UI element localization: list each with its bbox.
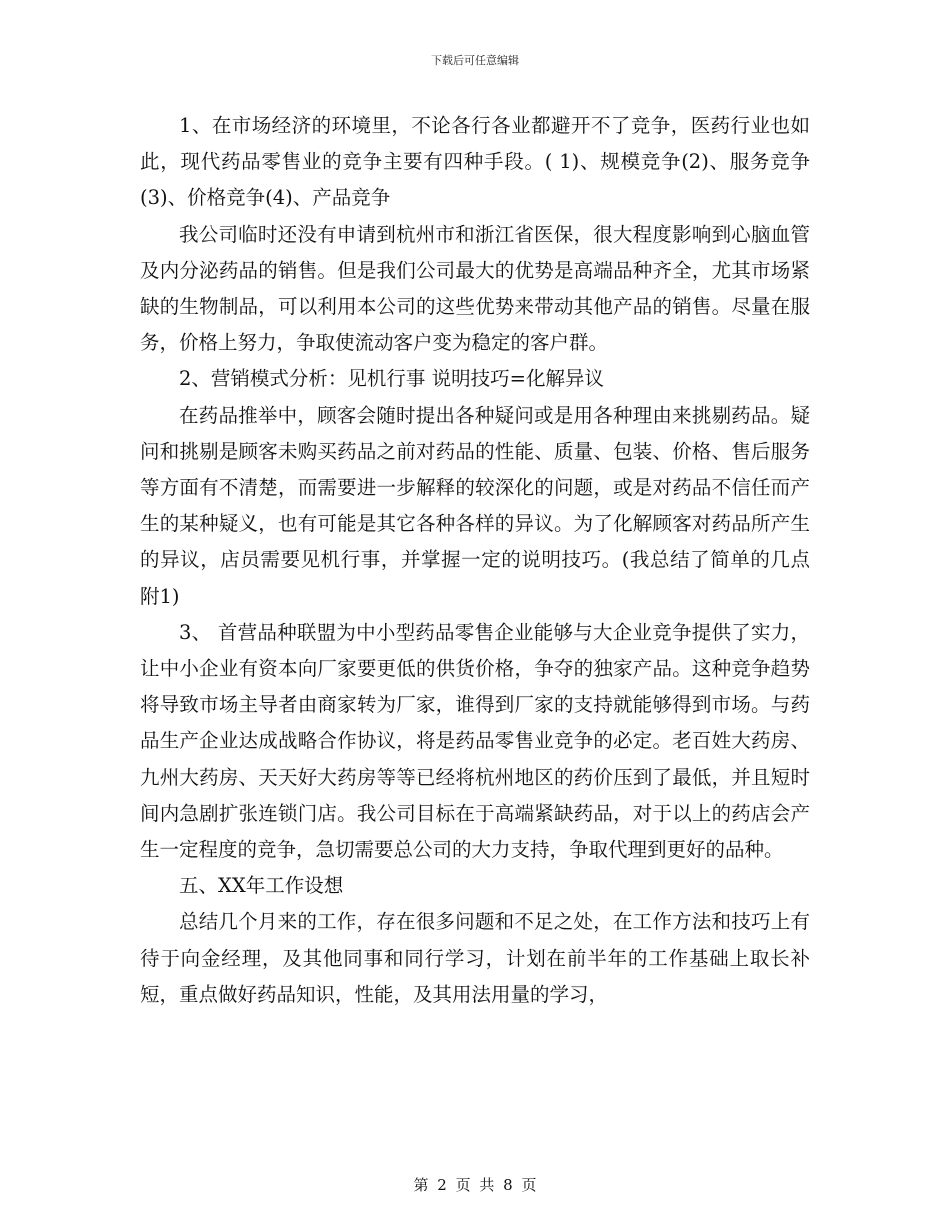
- paragraph-objections: 在药品推举中，顾客会随时提出各种疑问或是用各种理由来挑剔药品。疑问和挑剔是顾客未购买药品之前对药品的性能、质量、包装、价格、售后服务等方面有不清楚，而需要进一步解释的较深化的问题，或是对药品不信任而产生的某种疑义，也有可能是其它各种各样的异议。为了化解顾客对药品所产生的异议，店员需要见机行事，并掌握一定的说明技巧。(我总结了简单的几点附1): [140, 403, 810, 608]
- paragraph-alliance: 3、 首营品种联盟为中小型药品零售企业能够与大企业竞争提供了实力，让中小企业有资本向厂家要更低的供货价格，争夺的独家产品。这种竞争趋势将导致市场主导者由商家转为厂家，谁得到厂家的支持就能够得到市场。与药品生产企业达成战略合作协议，将是药品零售业竞争的必定。老百姓大药房、九州大药房、天天好大药房等等已经将杭州地区的药价压到了最低，并且短时间内急剧扩张连锁门店。我公司目标在于高端紧缺药品，对于以上的药店会产生一定程度的竞争，急切需要总公司的大力支持，争取代理到更好的品种。: [140, 620, 810, 862]
- paragraph-competition: 1、在市场经济的环境里，不论各行各业都避开不了竞争，医药行业也如此，现代药品零售业的竞争主要有四种手段。( 1)、规模竞争(2)、服务竞争(3)、价格竞争(4)、产品竞争: [140, 114, 810, 210]
- section-heading-plan: 五、XX年工作设想: [179, 874, 344, 898]
- paragraph-company-situation: 我公司临时还没有申请到杭州市和浙江省医保，很大程度影响到心脑血管及内分泌药品的销售。但是我们公司最大的优势是高端品种齐全，尤其市场紧缺的生物制品，可以利用本公司的这些优势来带动其他产品的销售。尽量在服务，价格上努力，争取使流动客户变为稳定的客户群。: [140, 222, 810, 355]
- page-header: 下载后可任意编辑: [431, 54, 519, 67]
- paragraph-marketing-heading: 2、营销模式分析：见机行事 说明技巧=化解异议: [179, 367, 604, 391]
- paragraph-plan: 总结几个月来的工作，存在很多问题和不足之处，在工作方法和技巧上有待于向金经理，及其他同事和同行学习，计划在前半年的工作基础上取长补短，重点做好药品知识，性能，及其用法用量的学习，: [140, 910, 810, 1006]
- page-footer: 第 2 页 共 8 页: [413, 1176, 537, 1194]
- document-body: [140, 108, 810, 1013]
